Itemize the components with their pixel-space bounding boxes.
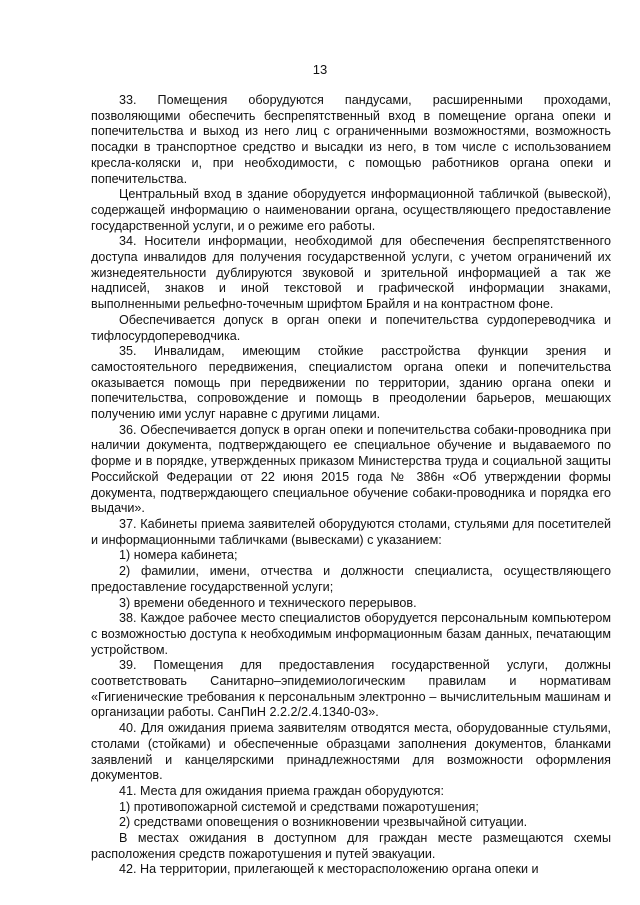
paragraph-38: 38. Каждое рабочее место специалистов оборудуется персональным компьютером с возможностью доступа к необходимым информационным базам данных, печатающим устройством. [91, 611, 611, 657]
document-body [91, 93, 611, 878]
paragraph-central-entrance: Центральный вход в здание оборудуется информационной табличкой (вывеской), содержащей информацию о наименовании органа, осуществляющего предоставление государственной услуги, и о режиме его работы. [91, 187, 611, 233]
paragraph-37: 37. Кабинеты приема заявителей оборудуются столами, стульями для посетителей и информационными табличками (вывесками) с указанием: [91, 516, 611, 547]
paragraph-39: 39. Помещения для предоставления государственной услуги, должны соответствовать Санитарно–эпидемиологическим правилам и нормативам «Гигиенические требования к персональным электронно – вычислительным машинам и организации работы. СанПиН 2.2.2/2.4.1340-03». [91, 658, 611, 720]
list-item-specialist-name: 2) фамилии, имени, отчества и должности специалиста, осуществляющего предоставление государственной услуги; [91, 564, 611, 594]
paragraph-evacuation-schemes: В местах ожидания в доступном для граждан месте размещаются схемы расположения средств пожаротушения и путей эвакуации. [91, 831, 611, 861]
list-item-break-times: 3) времени обеденного и технического перерывов. [119, 595, 417, 610]
list-item-emergency-alert: 2) средствами оповещения о возникновении чрезвычайной ситуации. [119, 815, 528, 830]
paragraph-35: 35. Инвалидам, имеющим стойкие расстройства функции зрения и самостоятельного передвижения, специалистом органа опеки и попечительства оказывается помощь при передвижении по территории, зданию органа опеки и попечительства, сопровождение и помощь в преодолении барьеров, мешающих получению ими услуг наравне с другими лицами. [91, 344, 611, 422]
paragraph-34: 34. Носители информации, необходимой для обеспечения беспрепятственного доступа инвалидов для получения государственной услуги, с учетом ограничений их жизнедеятельности дублируются звуковой и зрительной информацией а так же надписей, знаков и иной текстовой и графической информации знаками, выполненными рельефно-точечным шрифтом Брайля и на контрастном фоне. [91, 234, 611, 312]
list-item-fire-system: 1) противопожарной системой и средствами пожаротушения; [119, 799, 479, 814]
paragraph-41: 41. Места для ожидания приема граждан оборудуются: [119, 783, 444, 798]
page-number: 13 [312, 62, 328, 77]
paragraph-40: 40. Для ожидания приема заявителям отводятся места, оборудованные стульями, столами (стойками) и обеспеченные образцами заполнения документов, бланками заявлений и канцелярскими принадлежностями для возможности оформления документов. [91, 721, 611, 783]
paragraph-33: 33. Помещения оборудуются пандусами, расширенными проходами, позволяющими обеспечить беспрепятственный вход в помещение органа опеки и попечительства и выход из него лиц с ограниченными возможностями, возможность посадки в транспортное средство и высадки из него, в том числе с использованием кресла-коляски и, при необходимости, с помощью работников органа опеки и попечительства. [91, 93, 611, 186]
paragraph-42: 42. На территории, прилегающей к месторасположению органа опеки и [119, 862, 539, 877]
paragraph-36: 36. Обеспечивается допуск в орган опеки и попечительства собаки-проводника при наличии документа, подтверждающего ее специальное обучение и выдаваемого по форме и в порядке, утвержденных приказом Министерства труда и социальной защиты Российской Федерации от 22 июня 2015 года № 386н «Об утверждении формы документа, подтверждающего специальное обучение собаки-проводника и порядка его выдачи». [91, 422, 611, 516]
list-item-room-number: 1) номера кабинета; [119, 548, 238, 563]
paragraph-interpreter-access: Обеспечивается допуск в орган опеки и попечительства сурдопереводчика и тифлосурдопереводчика. [91, 312, 611, 343]
